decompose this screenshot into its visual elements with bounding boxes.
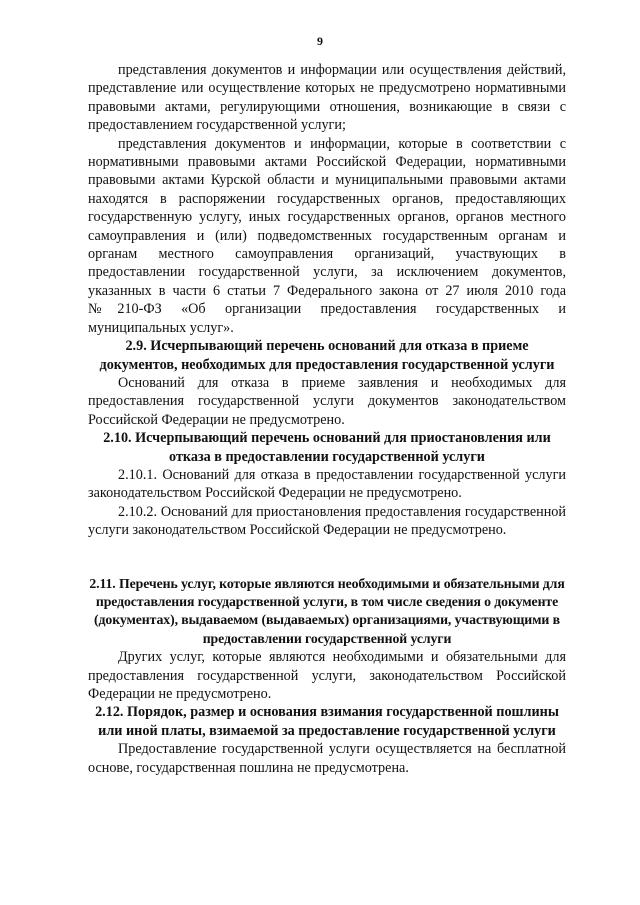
document-body <box>88 61 566 777</box>
section-heading-2-9: 2.9. Исчерпывающий перечень оснований для отказа в приеме документов, необходимых для предоставления государственной услуги <box>99 338 555 373</box>
paragraph-2-12: Предоставление государственной услуги осуществляется на бесплатной основе, государственная пошлина не предусмотрена. <box>88 741 566 776</box>
paragraph-2-11: Других услуг, которые являются необходимыми и обязательными для предоставления государственной услуги, законодательством Российской Федерации не предусмотрено. <box>88 649 566 702</box>
paragraph-2-9: Оснований для отказа в приеме заявления и необходимых для предоставления государственной услуги документов законодательством Российской Федерации не предусмотрено. <box>88 374 566 428</box>
paragraph-2-10-1: 2.10.1. Оснований для отказа в предоставлении государственной услуги законодательством Российской Федерации не предусмотрено. <box>88 466 566 502</box>
section-heading-2-12: 2.12. Порядок, размер и основания взимания государственной пошлины или иной платы, взимаемой за предоставление государственной услуги <box>95 704 559 739</box>
section-heading-2-11: 2.11. Перечень услуг, которые являются необходимыми и обязательными для предоставления государственной услуги, в том числе сведения о документе (документах), выдаваемом (выдаваемых) организациями, участвующими в предоставлении государственной услуги <box>89 575 565 646</box>
page-number: 9 <box>317 34 323 48</box>
section-heading-2-10: 2.10. Исчерпывающий перечень оснований для приостановления или отказа в предоставлении государственной услуги <box>103 430 551 465</box>
paragraph-documents-not-required: представления документов и информации или осуществления действий, представление или осуществление которых не предусмотрено нормативными правовыми актами, регулирующими отношения, возникающие в связи с предоставлением государственной услуги; <box>88 62 566 134</box>
paragraph-2-10-2: 2.10.2. Оснований для приостановления предоставления государственной услуги законодательством Российской Федерации не предусмотрено. <box>88 503 566 539</box>
paragraph-documents-in-possession: представления документов и информации, которые в соответствии с нормативными правовыми актами Российской Федерации, нормативными правовыми актами Курской области и муниципальными правовыми актами находятся в распоряжении государственных органов, предоставляющих государственную услугу, иных государственных органов, органов местного самоуправления и (или) подведомственных государственным органам и органам местного самоуправления организаций, участвующих в предоставлении государственной услуги, за исключением документов, указанных в части 6 статьи 7 Федерального закона от 27 июля 2010 года №210-ФЗ «Об организации предоставления государственных и муниципальных услуг». <box>88 135 566 336</box>
spacer <box>88 540 566 575</box>
